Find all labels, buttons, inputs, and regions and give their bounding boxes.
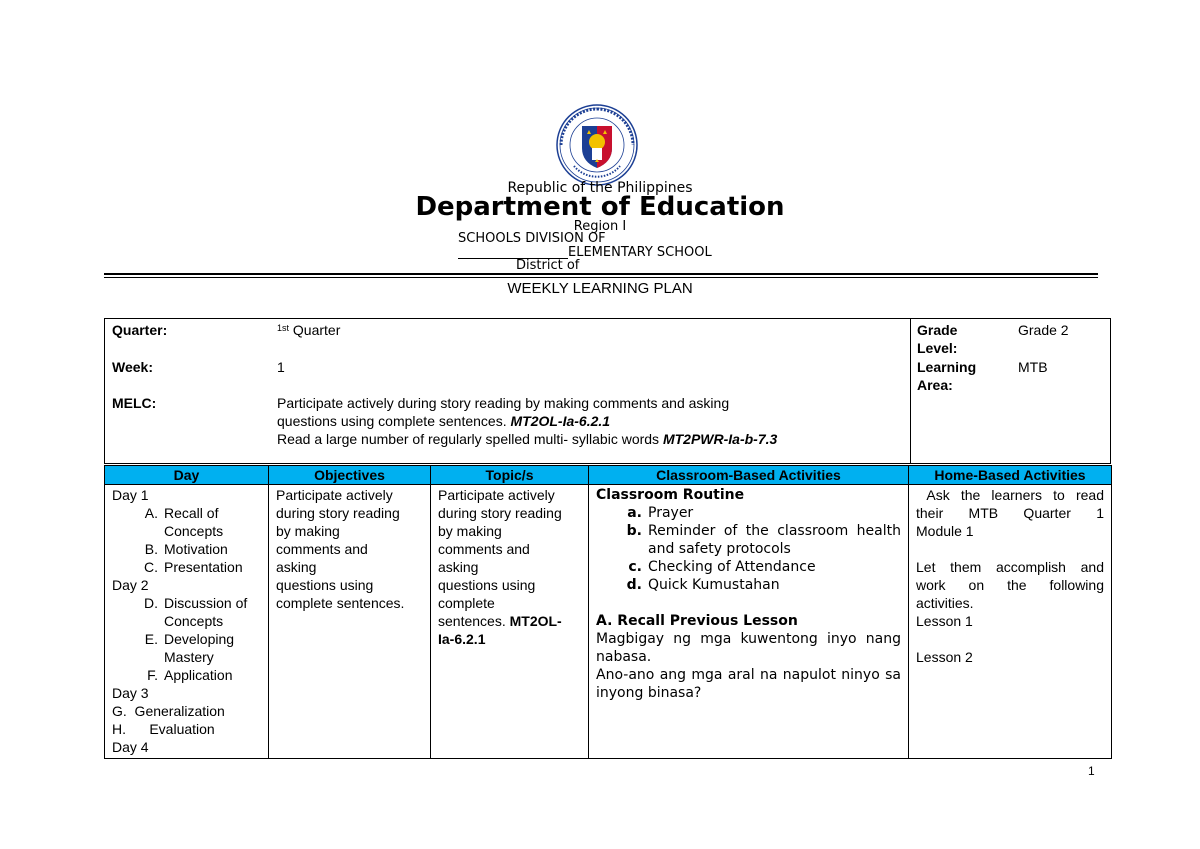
list-text: Presentation bbox=[164, 559, 243, 575]
melc-code: MT2OL-Ia-6.2.1 bbox=[510, 413, 611, 429]
topic-text: sentences. bbox=[438, 613, 506, 629]
list-text: Motivation bbox=[164, 541, 228, 557]
list-text: Recall of bbox=[164, 505, 219, 521]
district-text: District of bbox=[516, 258, 580, 273]
list-item bbox=[112, 594, 261, 630]
quarter-label: Quarter: bbox=[112, 322, 168, 338]
day-label: Day 1 bbox=[112, 487, 149, 503]
list-letter: c. bbox=[628, 559, 642, 575]
text-line: during story reading bbox=[276, 505, 400, 521]
melc-line: Participate actively during story reading by making comments and asking bbox=[277, 395, 730, 411]
list-text: Developing bbox=[164, 631, 235, 647]
list-text: Reminder of the classroom health bbox=[648, 523, 901, 539]
list-item bbox=[596, 576, 901, 594]
list-letter: F. bbox=[147, 667, 158, 683]
grade-label-1: Grade bbox=[917, 322, 958, 338]
text-line: Participate actively bbox=[438, 487, 555, 503]
text-line: complete sentences. bbox=[276, 595, 405, 611]
text-line: Lesson 1 bbox=[916, 613, 973, 629]
table-row bbox=[105, 485, 1112, 759]
area-label bbox=[917, 358, 976, 394]
melc-line bbox=[277, 412, 897, 430]
list-item: H. Evaluation bbox=[112, 721, 215, 737]
list-item bbox=[112, 666, 261, 684]
col-header-home: Home-Based Activities bbox=[909, 466, 1112, 485]
melc-line-text: questions using complete sentences. bbox=[277, 413, 507, 429]
header-rule bbox=[104, 277, 1098, 278]
melc-label: MELC: bbox=[112, 395, 157, 411]
text-line: Let them accomplish and bbox=[916, 559, 1104, 575]
text-line: asking bbox=[438, 559, 479, 575]
text-line: by making bbox=[276, 523, 340, 539]
text-line: questions using bbox=[438, 577, 536, 593]
topic-code: Ia-6.2.1 bbox=[438, 631, 486, 647]
list-text: Application bbox=[164, 667, 233, 683]
text-line: questions using bbox=[276, 577, 374, 593]
republic-text: Republic of the Philippines bbox=[507, 180, 693, 196]
col-header-topics: Topic/s bbox=[431, 466, 589, 485]
text-line: asking bbox=[276, 559, 317, 575]
topics-cell bbox=[431, 485, 589, 759]
list-letter: d. bbox=[626, 577, 642, 593]
list-item bbox=[596, 522, 901, 558]
melc-line-text: Read a large number of regularly spelled multi- syllabic words bbox=[277, 431, 660, 447]
grade-value: Grade 2 bbox=[1018, 322, 1069, 338]
col-header-day: Day bbox=[105, 466, 269, 485]
table-header-row bbox=[105, 466, 1112, 485]
list-letter: B. bbox=[144, 541, 158, 557]
area-label-2: Area: bbox=[917, 377, 953, 393]
quarter-value bbox=[277, 321, 340, 339]
info-table bbox=[104, 318, 1111, 464]
melc-code: MT2PWR-Ia-b-7.3 bbox=[662, 431, 778, 447]
list-text: Checking of Attendance bbox=[648, 559, 816, 575]
text-line: complete bbox=[438, 595, 495, 611]
header-rule bbox=[104, 273, 1098, 275]
plan-title: WEEKLY LEARNING PLAN bbox=[507, 280, 693, 297]
list-item: G. Generalization bbox=[112, 703, 225, 719]
objectives-cell bbox=[269, 485, 431, 759]
text-line: Lesson 2 bbox=[916, 649, 973, 665]
region-text: Region I bbox=[573, 219, 627, 234]
text-line: comments and bbox=[276, 541, 368, 557]
text-line: comments and bbox=[438, 541, 530, 557]
melc-line bbox=[277, 430, 897, 448]
week-label: Week: bbox=[112, 359, 153, 375]
routine-title: Classroom Routine bbox=[596, 487, 745, 503]
list-item bbox=[596, 504, 901, 522]
text-line: Ask the learners to read bbox=[916, 487, 1104, 503]
text-line: Module 1 bbox=[916, 523, 974, 539]
list-text: Concepts bbox=[164, 613, 224, 629]
quarter-sup: 1st bbox=[277, 323, 290, 333]
list-item bbox=[112, 558, 261, 576]
topic-code: MT2OL- bbox=[509, 613, 562, 629]
page-number: 1 bbox=[1088, 764, 1095, 778]
list-letter: A. bbox=[144, 505, 158, 521]
department-title: Department of Education bbox=[415, 192, 785, 222]
plan-table bbox=[104, 465, 1112, 759]
list-letter: a. bbox=[627, 505, 642, 521]
grade-label bbox=[917, 321, 957, 357]
text-line: work on the following bbox=[916, 577, 1104, 593]
deped-seal-logo bbox=[556, 104, 638, 186]
text-line: during story reading bbox=[438, 505, 562, 521]
list-text: Quick Kumustahan bbox=[648, 577, 780, 593]
text-line: inyong binasa? bbox=[596, 685, 702, 701]
list-letter: C. bbox=[144, 559, 158, 575]
melc-text bbox=[277, 394, 897, 448]
list-text: Concepts bbox=[164, 523, 224, 539]
area-label-1: Learning bbox=[917, 359, 977, 375]
text-line: Magbigay ng mga kuwentong inyo nang bbox=[596, 631, 901, 647]
text-line: Participate actively bbox=[276, 487, 393, 503]
text-line: by making bbox=[438, 523, 502, 539]
list-letter: b. bbox=[626, 523, 642, 539]
list-text: Prayer bbox=[648, 505, 694, 521]
day-label: Day 4 bbox=[112, 739, 149, 755]
text-line: Ano-ano ang mga aral na napulot ninyo sa bbox=[596, 667, 901, 683]
day-label: Day 3 bbox=[112, 685, 149, 701]
text-line: their MTB Quarter 1 bbox=[916, 505, 1104, 521]
col-header-classroom: Classroom-Based Activities bbox=[589, 466, 909, 485]
list-item bbox=[112, 630, 261, 666]
text-line: activities. bbox=[916, 595, 974, 611]
text-line: nabasa. bbox=[596, 649, 652, 665]
grade-label-2: Level: bbox=[917, 340, 958, 356]
classroom-cell bbox=[589, 485, 909, 759]
divider bbox=[910, 319, 911, 463]
text-line bbox=[438, 612, 581, 630]
quarter-text: Quarter bbox=[292, 322, 341, 338]
home-cell bbox=[909, 485, 1112, 759]
col-header-objectives: Objectives bbox=[269, 466, 431, 485]
day-label: Day 2 bbox=[112, 577, 149, 593]
list-letter: E. bbox=[144, 631, 158, 647]
schools-division-text: SCHOOLS DIVISION OF bbox=[458, 231, 606, 246]
day-cell bbox=[105, 485, 269, 759]
list-item bbox=[112, 504, 261, 540]
list-text: Mastery bbox=[164, 649, 214, 665]
list-item bbox=[596, 558, 901, 576]
list-text: and safety protocols bbox=[648, 541, 791, 557]
list-text: Discussion of bbox=[164, 595, 248, 611]
area-value: MTB bbox=[1018, 359, 1048, 375]
list-item bbox=[112, 540, 261, 558]
elementary-school-text: ELEMENTARY SCHOOL bbox=[568, 245, 712, 260]
list-letter: D. bbox=[144, 595, 158, 611]
recall-title: A. Recall Previous Lesson bbox=[596, 613, 798, 629]
week-value: 1 bbox=[277, 359, 285, 375]
